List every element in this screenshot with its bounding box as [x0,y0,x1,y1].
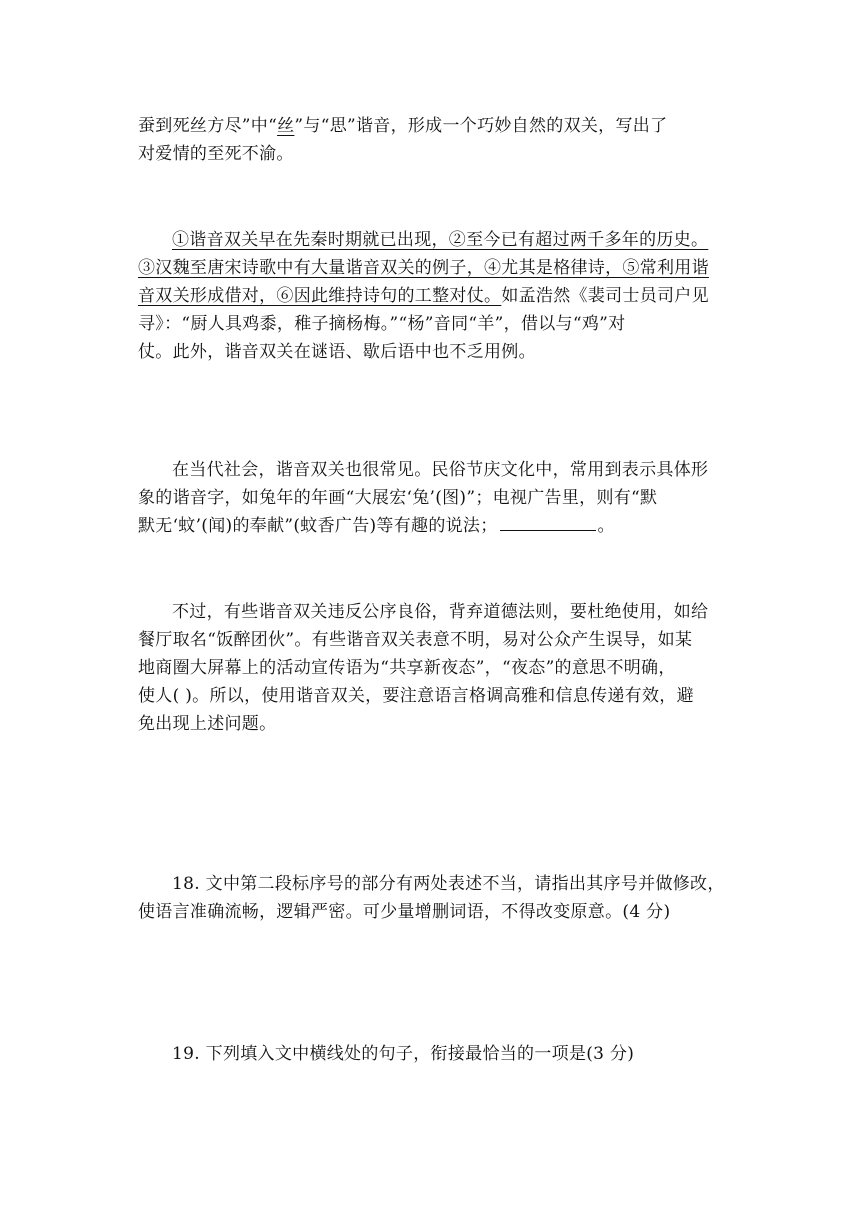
text-line: 餐厅取名“饭醉团伙”。有些谐音双关表意不明，易对公众产生误导，如某 [138,630,693,650]
text-line: 不过，有些谐音双关违反公序良俗，背弃道德法则，要杜绝使用，如给 [172,602,709,622]
text-line: 仗。此外，谐音双关在谜语、歇后语中也不乏用例。 [138,342,536,362]
text: 蚕到死丝方尽”中“ [138,116,278,136]
text-line: 象的谐音字，如兔年的年画“大展宏‘兔’(图)”；电视广告里，则有“默 [138,488,658,508]
underlined-text: 音双关形成借对，⑥因此维持诗句的工整对仗。 [138,286,502,306]
text-line: 寻》：“厨人具鸡黍，稚子摘杨梅。”“杨”音同“羊”，借以与“鸡”对 [138,314,626,334]
underlined-text: ①谐音双关早在先秦时期就已出现，②至今已有超过两千多年的历史。 [172,230,709,250]
text-line: 在当代社会，谐音双关也很常见。民俗节庆文化中，常用到表示具体形 [172,460,709,480]
text: 如孟浩然《裴司士员司户见 [501,286,709,306]
text-line [138,112,734,140]
underlined-text: 丝 [277,116,295,136]
text-line [138,226,734,254]
text-line: 免出现上述问题。 [138,714,277,734]
text-line [138,254,734,282]
paragraph-1 [138,112,734,168]
text-line [138,282,734,310]
paragraph-3 [138,456,734,540]
question-text: 18. 文中第二段标序号的部分有两处表述不当，请指出其序号并做修改， [172,874,725,894]
text-line: 使人( )。所以，使用谐音双关，要注意语言格调高雅和信息传递有效，避 [138,686,694,706]
question-text: 使语言准确流畅，逻辑严密。可少量增删词语，不得改变原意。(4 分) [138,902,671,922]
text: 。 [597,516,615,536]
question-18 [138,870,734,926]
text: 默无‘蚊’(闻)的奉献”(蚊香广告)等有趣的说法； [138,516,498,536]
question-text: 19. 下列填入文中横线处的句子，衔接最恰当的一项是(3 分) [172,1044,635,1064]
text-line: 对爱情的至死不渝。 [138,144,294,164]
underlined-text: ③汉魏至唐宋诗歌中有大量谐音双关的例子，④尤其是格律诗，⑤常利用谐 [138,258,709,278]
text-line: 地商圈大屏幕上的活动宣传语为“共享新夜态”，“夜态”的意思不明确， [138,658,676,678]
fill-in-blank[interactable] [500,514,596,531]
paragraph-2 [138,226,734,366]
question-19 [138,1040,734,1068]
text-line [138,512,734,540]
paragraph-4 [138,598,734,738]
text: ”与“思”谐音，形成一个巧妙自然的双关，写出了 [294,116,668,136]
